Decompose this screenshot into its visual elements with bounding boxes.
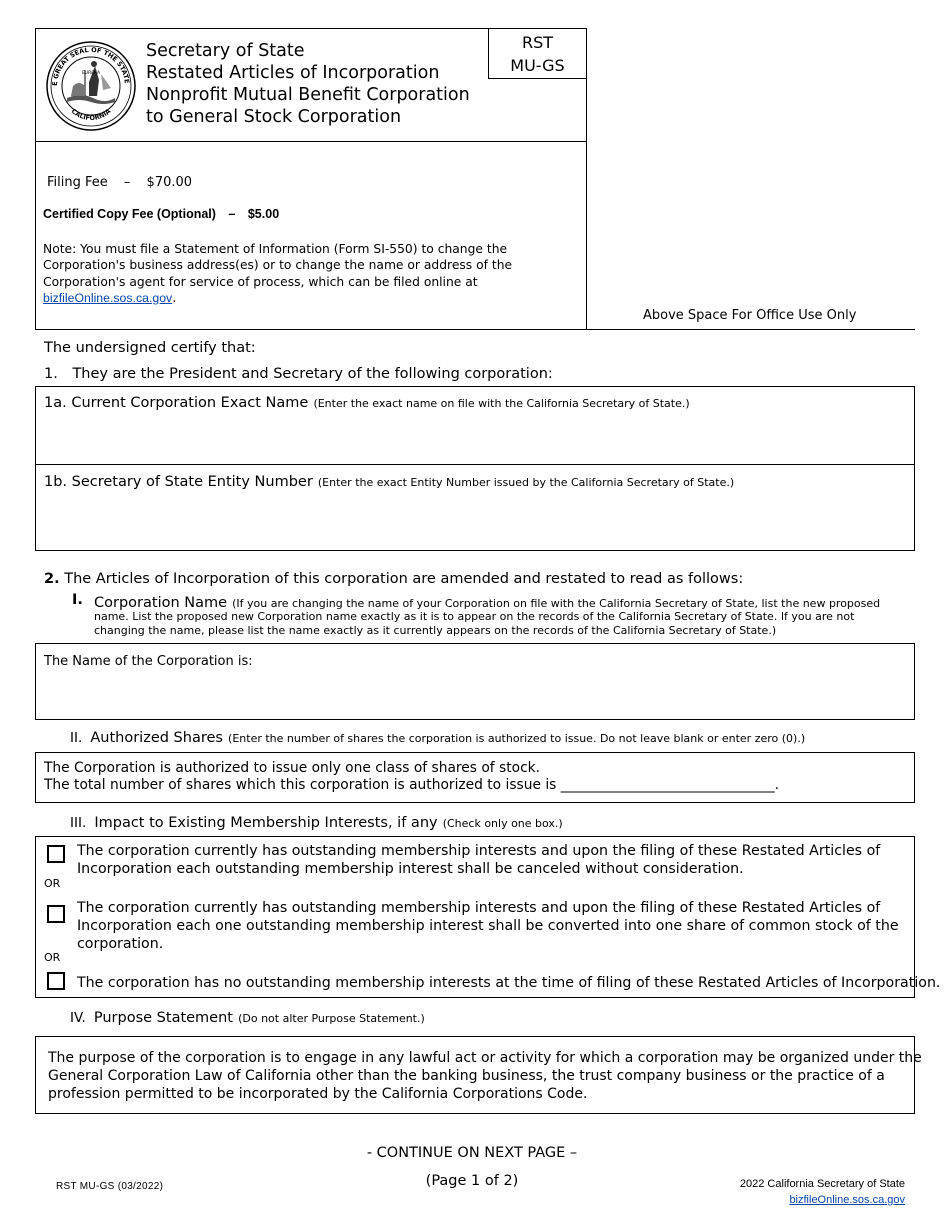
purpose-line-2: General Corporation Law of California other than the banking business, the trust company business or the practice of a	[48, 1068, 885, 1084]
note-line-1: Note: You must file a Statement of Information (Form SI-550) to change the	[43, 242, 508, 256]
section-4-title: Purpose Statement	[93, 1010, 233, 1026]
section-2-roman: II.	[70, 730, 83, 746]
option-3-checkbox[interactable]	[47, 972, 65, 990]
total-shares-input[interactable]	[552, 777, 812, 794]
option-1-text	[77, 842, 880, 878]
section-1-hint-2: name. List the proposed new Corporation name exactly as it is to appear on the records of the California Secretary of State. If you are not	[94, 610, 855, 623]
page-number: (Page 1 of 2)	[425, 1173, 519, 1189]
form-id: RST MU-GS (03/2022)	[56, 1181, 164, 1192]
option-2-checkbox[interactable]	[47, 905, 65, 923]
option-3-line-1: The corporation has no outstanding membership interests at the time of filing of these Restated Articles of Incorporation.	[77, 975, 941, 991]
note-bizfile-link[interactable]: bizfileOnline.sos.ca.gov	[43, 290, 173, 305]
section-3-heading	[70, 812, 563, 831]
or-label-2: OR	[44, 951, 61, 964]
current-corporation-name-input[interactable]	[40, 414, 910, 460]
corporation-name-input[interactable]	[40, 674, 910, 716]
seal-motto: EUREKA	[81, 71, 101, 76]
seal-bottom-text: CALIFORNIA	[69, 107, 113, 123]
shares-line-2: The total number of shares which this corporation is authorized to issue is _______________________________.	[44, 777, 779, 793]
section-1-hint-3: changing the name, please list the name exactly as it currently appears on the records of the California Secretary of State.)	[94, 624, 777, 637]
section-2-title: Authorized Shares	[90, 730, 223, 746]
section-4-roman: IV.	[70, 1010, 86, 1026]
filing-fee-dash: –	[123, 175, 131, 190]
item-1-number: 1.	[44, 366, 58, 382]
purpose-line-3: profession permitted to be incorporated by the California Corporations Code.	[48, 1086, 588, 1102]
item-2-label: The Articles of Incorporation of this corporation are amended and restated to read as follows:	[64, 571, 744, 587]
state-seal-icon	[45, 40, 137, 132]
note-line-2: Corporation's business address(es) or to change the name or address of the	[43, 258, 513, 273]
field-1a-title: 1a. Current Corporation Exact Name	[44, 395, 309, 411]
footer-copyright: 2022 California Secretary of State	[739, 1178, 905, 1190]
intro-text: The undersigned certify that:	[44, 340, 256, 356]
option-1-line-2: Incorporation each outstanding membership interest shall be canceled without consideration.	[77, 861, 744, 877]
field-1b-label	[44, 471, 734, 490]
corporation-name-label: The Name of the Corporation is:	[44, 654, 253, 669]
page-title	[146, 40, 470, 128]
note	[43, 241, 512, 306]
note-line-3: Corporation's agent for service of process, which can be filed online at	[43, 274, 478, 289]
item-2-text	[44, 570, 743, 588]
item-1-divider	[35, 464, 915, 465]
filing-fee	[47, 175, 192, 191]
section-1-heading	[94, 592, 894, 612]
seal-outer-text: E GREAT SEAL OF THE STATE	[50, 45, 131, 87]
option-2-line-2: Incorporation each one outstanding membership interest shall be converted into one share of common stock of the	[77, 918, 899, 934]
footer-bizfile-link[interactable]: bizfileOnline.sos.ca.gov	[789, 1194, 905, 1206]
shares-line-1: The Corporation is authorized to issue only one class of shares of stock.	[44, 760, 541, 776]
title-line-4: to General Stock Corporation	[146, 107, 402, 127]
section-1-title: Corporation Name	[94, 595, 228, 611]
form-code-line1: RST	[521, 33, 554, 52]
entity-number-input[interactable]	[40, 493, 910, 547]
office-use-line	[587, 329, 915, 330]
field-1b-hint: (Enter the exact Entity Number issued by the California Secretary of State.)	[317, 476, 735, 489]
note-link-suffix: .	[172, 290, 177, 305]
option-3-text	[77, 974, 940, 992]
option-2-line-1: The corporation currently has outstanding membership interests and upon the filing of these Restated Articles of	[77, 900, 881, 916]
filing-fee-label: Filing Fee	[47, 175, 108, 190]
section-2-heading	[70, 727, 805, 746]
office-use-label: Above Space For Office Use Only	[643, 308, 857, 323]
certified-copy-fee	[43, 206, 279, 222]
field-1b-title: 1b. Secretary of State Entity Number	[44, 474, 313, 490]
certified-copy-dash: –	[228, 207, 236, 221]
header-divider	[35, 141, 587, 142]
certified-copy-amount: $5.00	[247, 207, 280, 221]
option-1-line-1: The corporation currently has outstanding membership interests and upon the filing of these Restated Articles of	[77, 843, 881, 859]
form-code-line2: MU-GS	[510, 56, 565, 75]
purpose-statement	[48, 1049, 922, 1103]
form-code	[488, 31, 587, 77]
certified-copy-label: Certified Copy Fee (Optional)	[43, 207, 216, 221]
section-3-roman: III.	[70, 815, 87, 831]
field-1a-hint: (Enter the exact name on file with the California Secretary of State.)	[313, 397, 690, 410]
section-3-hint: (Check only one box.)	[442, 817, 563, 830]
purpose-line-1: The purpose of the corporation is to engage in any lawful act or activity for which a corporation may be organized under the	[48, 1050, 922, 1066]
option-1-checkbox[interactable]	[47, 845, 65, 863]
title-line-1: Secretary of State	[146, 41, 305, 61]
section-3-title: Impact to Existing Membership Interests, if any	[94, 815, 438, 831]
option-2-line-3: corporation.	[77, 936, 164, 952]
section-4-heading	[70, 1007, 425, 1026]
title-line-2: Restated Articles of Incorporation	[146, 63, 440, 83]
item-2-number: 2.	[44, 571, 60, 587]
section-2-hint: (Enter the number of shares the corporation is authorized to issue. Do not leave blank or enter zero (0).)	[228, 732, 806, 745]
section-1-hint-1: (If you are changing the name of your Corporation on file with the California Secretary of State, list the new proposed	[232, 597, 881, 610]
filing-fee-amount: $70.00	[146, 175, 193, 190]
section-1-roman: I.	[72, 592, 83, 608]
field-1a-label	[44, 392, 690, 411]
item-1-text	[44, 365, 553, 383]
or-label-1: OR	[44, 877, 61, 890]
option-2-text	[77, 899, 899, 953]
section-4-hint: (Do not alter Purpose Statement.)	[238, 1012, 425, 1025]
item-1-label: They are the President and Secretary of the following corporation:	[72, 366, 553, 382]
title-line-3: Nonprofit Mutual Benefit Corporation	[146, 85, 470, 105]
continue-notice: - CONTINUE ON NEXT PAGE –	[366, 1145, 578, 1161]
